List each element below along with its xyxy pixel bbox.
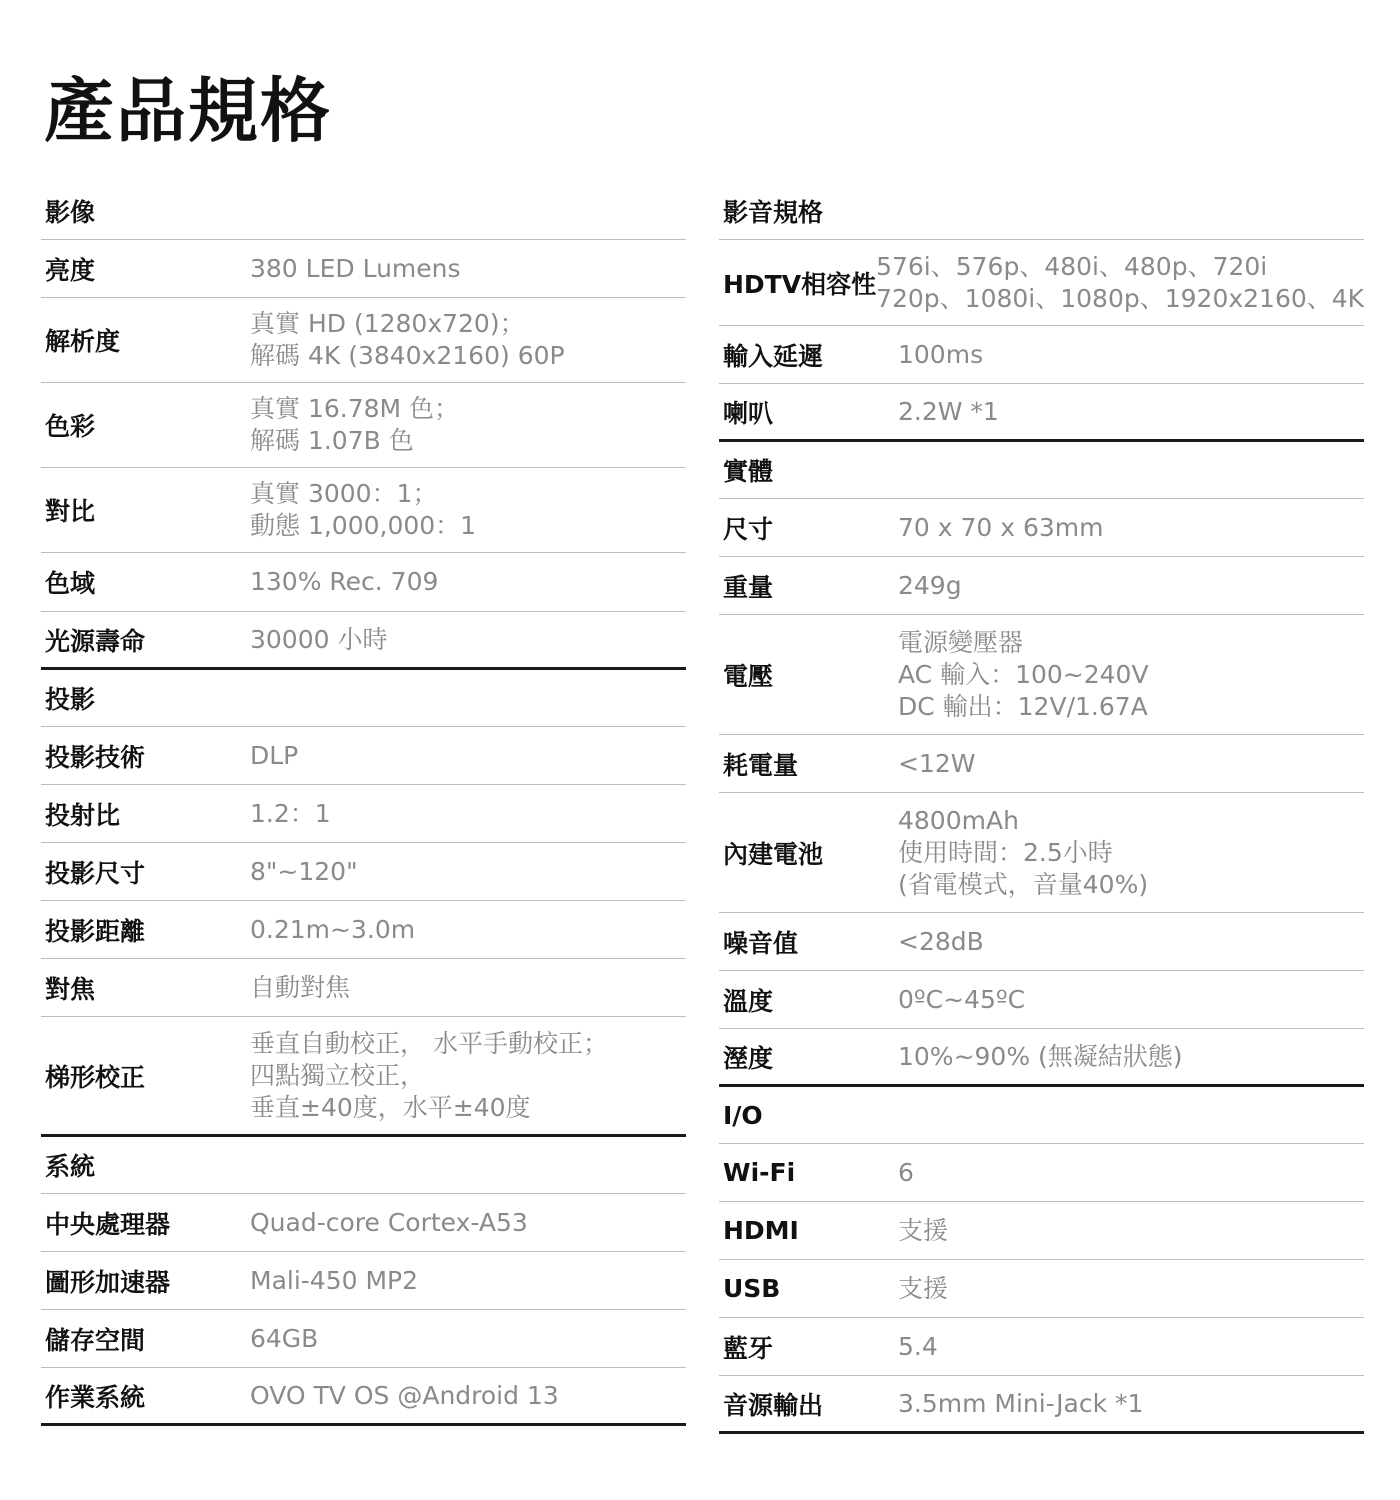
spec-value-line: 垂直±40度，水平±40度 bbox=[250, 1092, 531, 1122]
spec-row bbox=[719, 1318, 1364, 1376]
spec-row bbox=[41, 843, 686, 901]
spec-label: USB bbox=[723, 1274, 781, 1303]
spec-value-line: 100ms bbox=[898, 339, 984, 369]
spec-label: 對比 bbox=[45, 497, 96, 526]
spec-row bbox=[41, 298, 686, 383]
spec-value bbox=[898, 627, 1149, 723]
spec-value bbox=[898, 1041, 1183, 1073]
spec-value-line: 5.4 bbox=[898, 1331, 938, 1361]
spec-row bbox=[719, 735, 1364, 793]
spec-column-left bbox=[41, 183, 686, 1426]
spec-section bbox=[719, 183, 1364, 442]
spec-value bbox=[898, 1157, 914, 1189]
spec-value-line: 1.2：1 bbox=[250, 798, 331, 828]
spec-column-right bbox=[719, 183, 1364, 1434]
spec-value-line: AC 輸入：100~240V bbox=[898, 659, 1149, 689]
spec-row bbox=[41, 785, 686, 843]
spec-row bbox=[41, 468, 686, 553]
spec-label: 解析度 bbox=[45, 327, 121, 356]
spec-label: 耗電量 bbox=[723, 750, 799, 780]
spec-value-line: 2.2W *1 bbox=[898, 396, 999, 426]
spec-value bbox=[898, 1273, 948, 1305]
spec-section bbox=[719, 442, 1364, 1087]
spec-value-line: 8"~120" bbox=[250, 856, 358, 886]
spec-row bbox=[41, 553, 686, 612]
spec-value bbox=[876, 251, 1364, 315]
spec-value-line: 真實 16.78M 色； bbox=[250, 394, 460, 423]
spec-row bbox=[41, 1368, 686, 1426]
spec-row bbox=[719, 499, 1364, 557]
spec-value-line: 自動對焦 bbox=[250, 972, 351, 1002]
section-heading: 影音規格 bbox=[719, 183, 1364, 240]
spec-value-line: DC 輸出：12V/1.67A bbox=[898, 691, 1148, 721]
spec-label: 投射比 bbox=[45, 800, 121, 830]
spec-value-line: 解碼 4K (3840x2160) 60P bbox=[250, 341, 565, 370]
spec-label: 色域 bbox=[45, 569, 96, 598]
spec-value bbox=[250, 308, 565, 372]
spec-label: 喇叭 bbox=[723, 398, 774, 428]
spec-value bbox=[250, 624, 387, 656]
spec-value-line: 64GB bbox=[250, 1323, 319, 1353]
spec-value-line: 0.21m~3.0m bbox=[250, 914, 416, 944]
spec-value-line: 249g bbox=[898, 570, 962, 600]
section-heading: 投影 bbox=[41, 670, 686, 727]
spec-label: 溫度 bbox=[723, 986, 774, 1016]
spec-value-line: 動態 1,000,000：1 bbox=[250, 511, 477, 540]
spec-label: 溼度 bbox=[723, 1043, 774, 1073]
spec-value bbox=[250, 1207, 528, 1239]
spec-row bbox=[719, 1260, 1364, 1318]
page-title: 產品規格 bbox=[44, 70, 332, 152]
spec-label: 中央處理器 bbox=[45, 1209, 171, 1239]
spec-value-line: 720p、1080i、1080p、1920x2160、4K bbox=[876, 283, 1365, 313]
spec-row bbox=[41, 1017, 686, 1137]
spec-value-line: 四點獨立校正， bbox=[250, 1060, 426, 1090]
spec-label: 投影尺寸 bbox=[45, 858, 146, 888]
spec-label: Wi-Fi bbox=[723, 1158, 796, 1187]
spec-value bbox=[250, 914, 415, 946]
spec-row bbox=[41, 1310, 686, 1368]
spec-value bbox=[250, 740, 298, 772]
spec-row bbox=[719, 557, 1364, 615]
spec-value-line: <12W bbox=[898, 748, 976, 778]
spec-value bbox=[898, 1388, 1143, 1420]
spec-value bbox=[250, 1380, 559, 1412]
spec-value-line: Quad-core Cortex-A53 bbox=[250, 1207, 528, 1237]
spec-label: 電壓 bbox=[723, 661, 774, 691]
spec-section bbox=[41, 183, 686, 670]
spec-value bbox=[898, 926, 984, 958]
spec-label: 內建電池 bbox=[723, 839, 824, 869]
spec-value-line: Mali-450 MP2 bbox=[250, 1265, 419, 1295]
spec-label: HDTV相容性 bbox=[723, 269, 877, 299]
spec-label: 光源壽命 bbox=[45, 626, 146, 656]
spec-row bbox=[41, 959, 686, 1017]
section-heading: 實體 bbox=[719, 442, 1364, 499]
spec-row bbox=[41, 901, 686, 959]
spec-value-line: DLP bbox=[250, 740, 299, 770]
spec-value-line: 6 bbox=[898, 1157, 914, 1187]
spec-label: 音源輸出 bbox=[723, 1390, 824, 1420]
spec-value bbox=[250, 1265, 418, 1297]
spec-value bbox=[898, 1331, 938, 1363]
spec-value bbox=[898, 396, 999, 428]
spec-row bbox=[719, 971, 1364, 1029]
spec-row bbox=[719, 1144, 1364, 1202]
spec-row bbox=[41, 1194, 686, 1252]
spec-label: 作業系統 bbox=[45, 1382, 146, 1412]
spec-value bbox=[250, 1323, 318, 1355]
spec-label: 輸入延遲 bbox=[723, 341, 824, 371]
spec-row bbox=[719, 326, 1364, 384]
spec-label: 梯形校正 bbox=[45, 1062, 146, 1092]
spec-value bbox=[250, 393, 459, 457]
spec-value bbox=[898, 339, 983, 371]
spec-value bbox=[250, 253, 461, 285]
spec-value-line: 電源變壓器 bbox=[898, 627, 1024, 657]
spec-label: 噪音值 bbox=[723, 928, 799, 958]
spec-value-line: 真實 3000：1； bbox=[250, 479, 438, 508]
spec-value-line: 垂直自動校正， 水平手動校正； bbox=[250, 1028, 608, 1058]
spec-value-line: 380 LED Lumens bbox=[250, 253, 461, 283]
spec-label: 儲存空間 bbox=[45, 1325, 146, 1355]
spec-value bbox=[250, 566, 438, 598]
spec-section bbox=[719, 1087, 1364, 1434]
spec-value-line: (省電模式，音量40%) bbox=[898, 869, 1149, 899]
spec-label: 藍牙 bbox=[723, 1333, 774, 1363]
section-heading: 影像 bbox=[41, 183, 686, 240]
spec-value-line: 真實 HD (1280x720)； bbox=[250, 309, 525, 338]
spec-label: 尺寸 bbox=[723, 514, 774, 544]
spec-row bbox=[719, 615, 1364, 735]
spec-row bbox=[719, 1029, 1364, 1087]
spec-value-line: 30000 小時 bbox=[250, 624, 388, 654]
spec-value-line: 0ºC~45ºC bbox=[898, 984, 1026, 1014]
spec-value-line: 130% Rec. 709 bbox=[250, 567, 439, 596]
spec-value-line: 使用時間：2.5小時 bbox=[898, 837, 1113, 867]
spec-section bbox=[41, 1137, 686, 1426]
spec-label: 重量 bbox=[723, 572, 774, 602]
spec-value-line: 10%~90% (無凝結狀態) bbox=[898, 1041, 1183, 1071]
spec-row bbox=[719, 913, 1364, 971]
spec-value-line: <28dB bbox=[898, 926, 984, 956]
spec-label: 投影技術 bbox=[45, 742, 146, 772]
spec-value-line: 3.5mm Mini-Jack *1 bbox=[898, 1388, 1144, 1418]
spec-value bbox=[898, 1215, 948, 1247]
spec-value bbox=[250, 856, 358, 888]
spec-section bbox=[41, 670, 686, 1137]
spec-row bbox=[719, 384, 1364, 442]
section-heading: 系統 bbox=[41, 1137, 686, 1194]
spec-value bbox=[250, 972, 350, 1004]
spec-label: 對焦 bbox=[45, 974, 96, 1004]
spec-row bbox=[719, 793, 1364, 913]
spec-value bbox=[898, 570, 962, 602]
spec-row bbox=[719, 1376, 1364, 1434]
spec-value bbox=[250, 478, 476, 542]
spec-value-line: 70 x 70 x 63mm bbox=[898, 512, 1104, 542]
spec-value bbox=[898, 512, 1104, 544]
spec-row bbox=[41, 1252, 686, 1310]
spec-value bbox=[250, 1028, 608, 1124]
spec-row bbox=[719, 1202, 1364, 1260]
spec-label: 投影距離 bbox=[45, 916, 146, 946]
spec-value-line: OVO TV OS @Android 13 bbox=[250, 1380, 559, 1410]
spec-label: 亮度 bbox=[45, 255, 96, 285]
spec-row bbox=[41, 240, 686, 298]
spec-row bbox=[41, 612, 686, 670]
spec-row bbox=[41, 383, 686, 468]
spec-row bbox=[41, 727, 686, 785]
spec-value-line: 解碼 1.07B 色 bbox=[250, 426, 414, 455]
spec-value-line: 4800mAh bbox=[898, 805, 1019, 835]
spec-value bbox=[898, 748, 975, 780]
spec-row bbox=[719, 240, 1364, 326]
spec-value-line: 支援 bbox=[898, 1215, 949, 1245]
spec-value bbox=[250, 798, 331, 830]
spec-value-line: 支援 bbox=[898, 1273, 949, 1303]
spec-label: 色彩 bbox=[45, 412, 96, 441]
spec-value-line: 576i、576p、480i、480p、720i bbox=[876, 251, 1268, 281]
section-heading: I/O bbox=[719, 1087, 1364, 1144]
spec-value bbox=[898, 984, 1025, 1016]
spec-label: 圖形加速器 bbox=[45, 1267, 171, 1297]
spec-value bbox=[898, 805, 1148, 901]
spec-label: HDMI bbox=[723, 1216, 799, 1245]
